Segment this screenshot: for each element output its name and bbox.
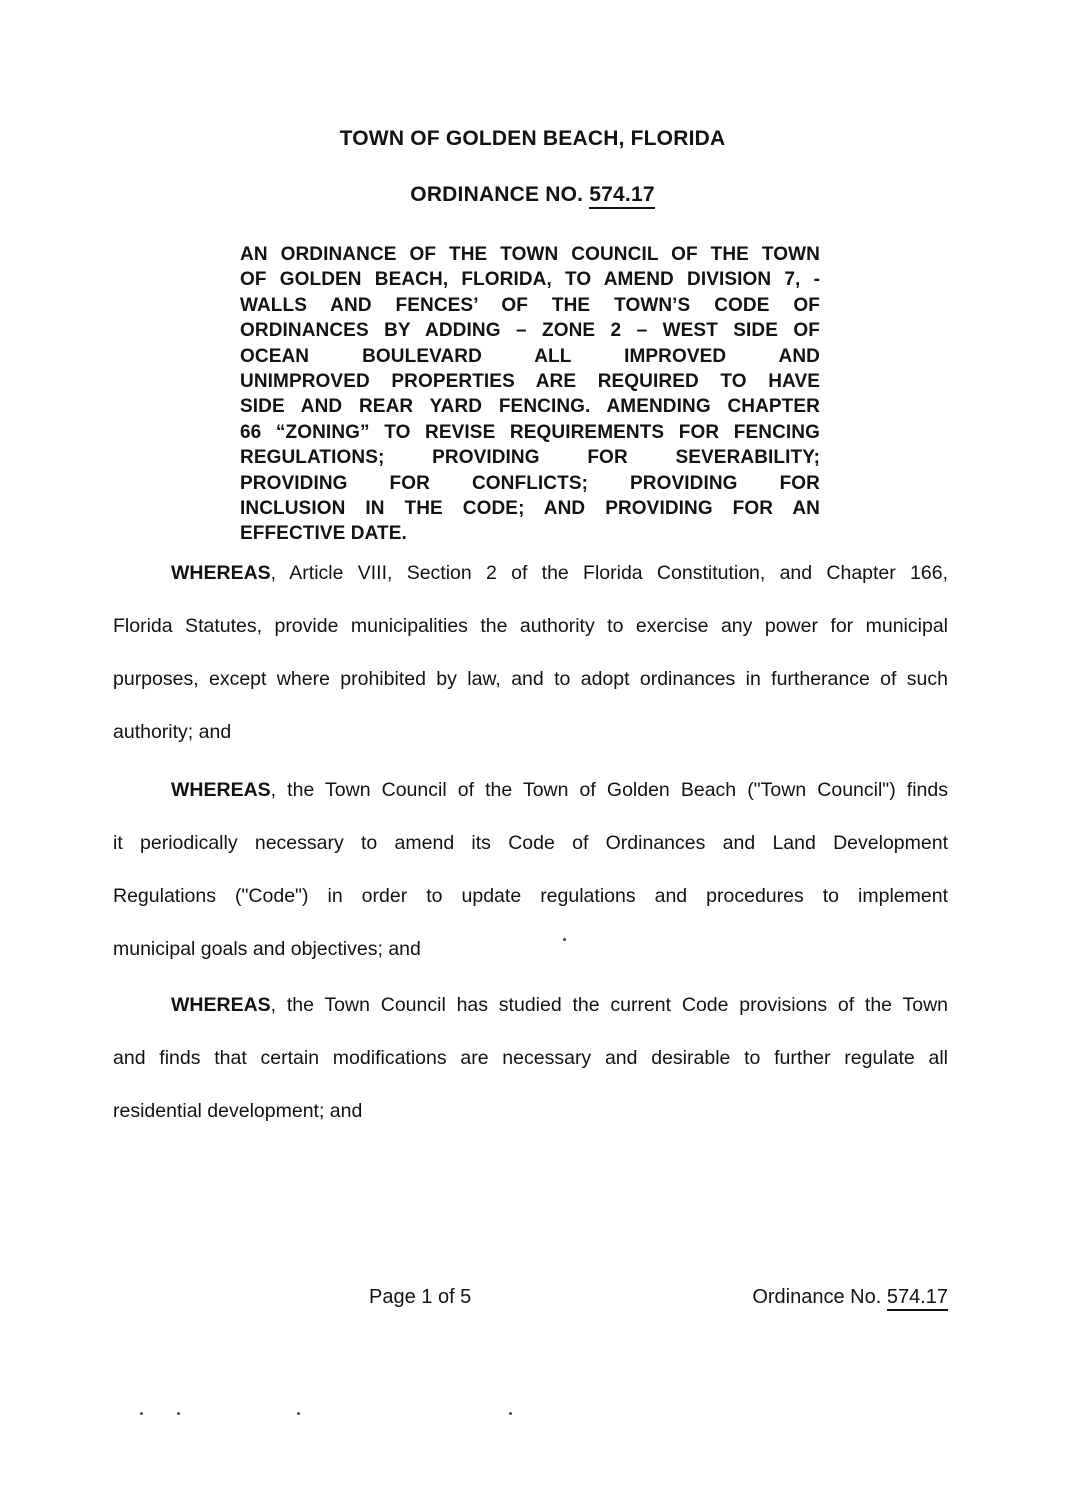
paragraph-text: , the Town Council of the Town of Golden Beach ("Town Council") finds [270,779,948,801]
paragraph-line: and finds that certain modifications are necessary and desirable to further regulate all [113,1047,948,1069]
whereas-paragraph-2 [113,764,948,976]
title-block-line: OF GOLDEN BEACH, FLORIDA, TO AMEND DIVISION 7, - [240,269,820,291]
title-block-line: PROVIDING FOR CONFLICTS; PROVIDING FOR [240,472,820,494]
title-block-line: AN ORDINANCE OF THE TOWN COUNCIL OF THE TOWN [240,244,820,265]
title-block-line: EFFECTIVE DATE. [240,523,407,545]
paragraph-line [113,547,948,600]
title-block-line: UNIMPROVED PROPERTIES ARE REQUIRED TO HAVE [240,371,820,393]
paragraph-line [113,764,948,817]
paragraph-line: authority; and [113,721,232,743]
title-block-line: WALLS AND FENCES’ OF THE TOWN’S CODE OF [240,294,820,316]
paragraph-line: Florida Statutes, provide municipalities the authority to exercise any power for municipal [113,615,948,637]
title-block-line: REGULATIONS; PROVIDING FOR SEVERABILITY; [240,447,820,469]
paragraph-line: it periodically necessary to amend its Code of Ordinances and Land Development [113,832,948,854]
scan-artifact-dot [177,1412,180,1415]
ordinance-title-block [240,242,820,547]
footer-ordinance-number [752,1286,948,1309]
footer-ordinance-label: Ordinance No. [752,1286,887,1308]
document-title: TOWN OF GOLDEN BEACH, FLORIDA [339,127,726,150]
scan-artifact-dot [297,1412,300,1415]
title-block-line: SIDE AND REAR YARD FENCING. AMENDING CHAPTER [240,396,820,418]
paragraph-text: , the Town Council has studied the current Code provisions of the Town [270,994,948,1016]
paragraph-line: Regulations ("Code") in order to update regulations and procedures to implement [113,885,948,907]
title-block-line: INCLUSION IN THE CODE; AND PROVIDING FOR AN [240,498,820,520]
scan-artifact-dot [563,938,566,941]
title-block-line: 66 “ZONING” TO REVISE REQUIREMENTS FOR FENCING [240,421,820,443]
ordinance-number-label: ORDINANCE NO. [410,183,590,206]
paragraph-line: purposes, except where prohibited by law, and to adopt ordinances in furtherance of such [113,668,948,690]
whereas-lead: WHEREAS [171,562,271,584]
paragraph-text: , Article VIII, Section 2 of the Florida Constitution, and Chapter 166, [270,562,948,584]
ordinance-number-heading [0,183,1065,207]
title-block-line: OCEAN BOULEVARD ALL IMPROVED AND [240,345,820,367]
paragraph-line: residential development; and [113,1100,363,1122]
scan-artifact-dot [509,1412,512,1415]
title-block-line: ORDINANCES BY ADDING – ZONE 2 – WEST SIDE OF [240,320,820,342]
whereas-lead: WHEREAS [171,994,271,1016]
whereas-paragraph-3 [113,979,948,1138]
page-number-indicator: Page 1 of 5 [369,1286,472,1308]
scan-artifact-dot [140,1412,143,1415]
ordinance-number-value: 574.17 [589,183,654,209]
paragraph-line [113,979,948,1032]
whereas-lead: WHEREAS [171,779,271,801]
whereas-paragraph-1 [113,547,948,759]
paragraph-line: municipal goals and objectives; and [113,938,421,960]
footer-ordinance-value: 574.17 [887,1286,948,1311]
